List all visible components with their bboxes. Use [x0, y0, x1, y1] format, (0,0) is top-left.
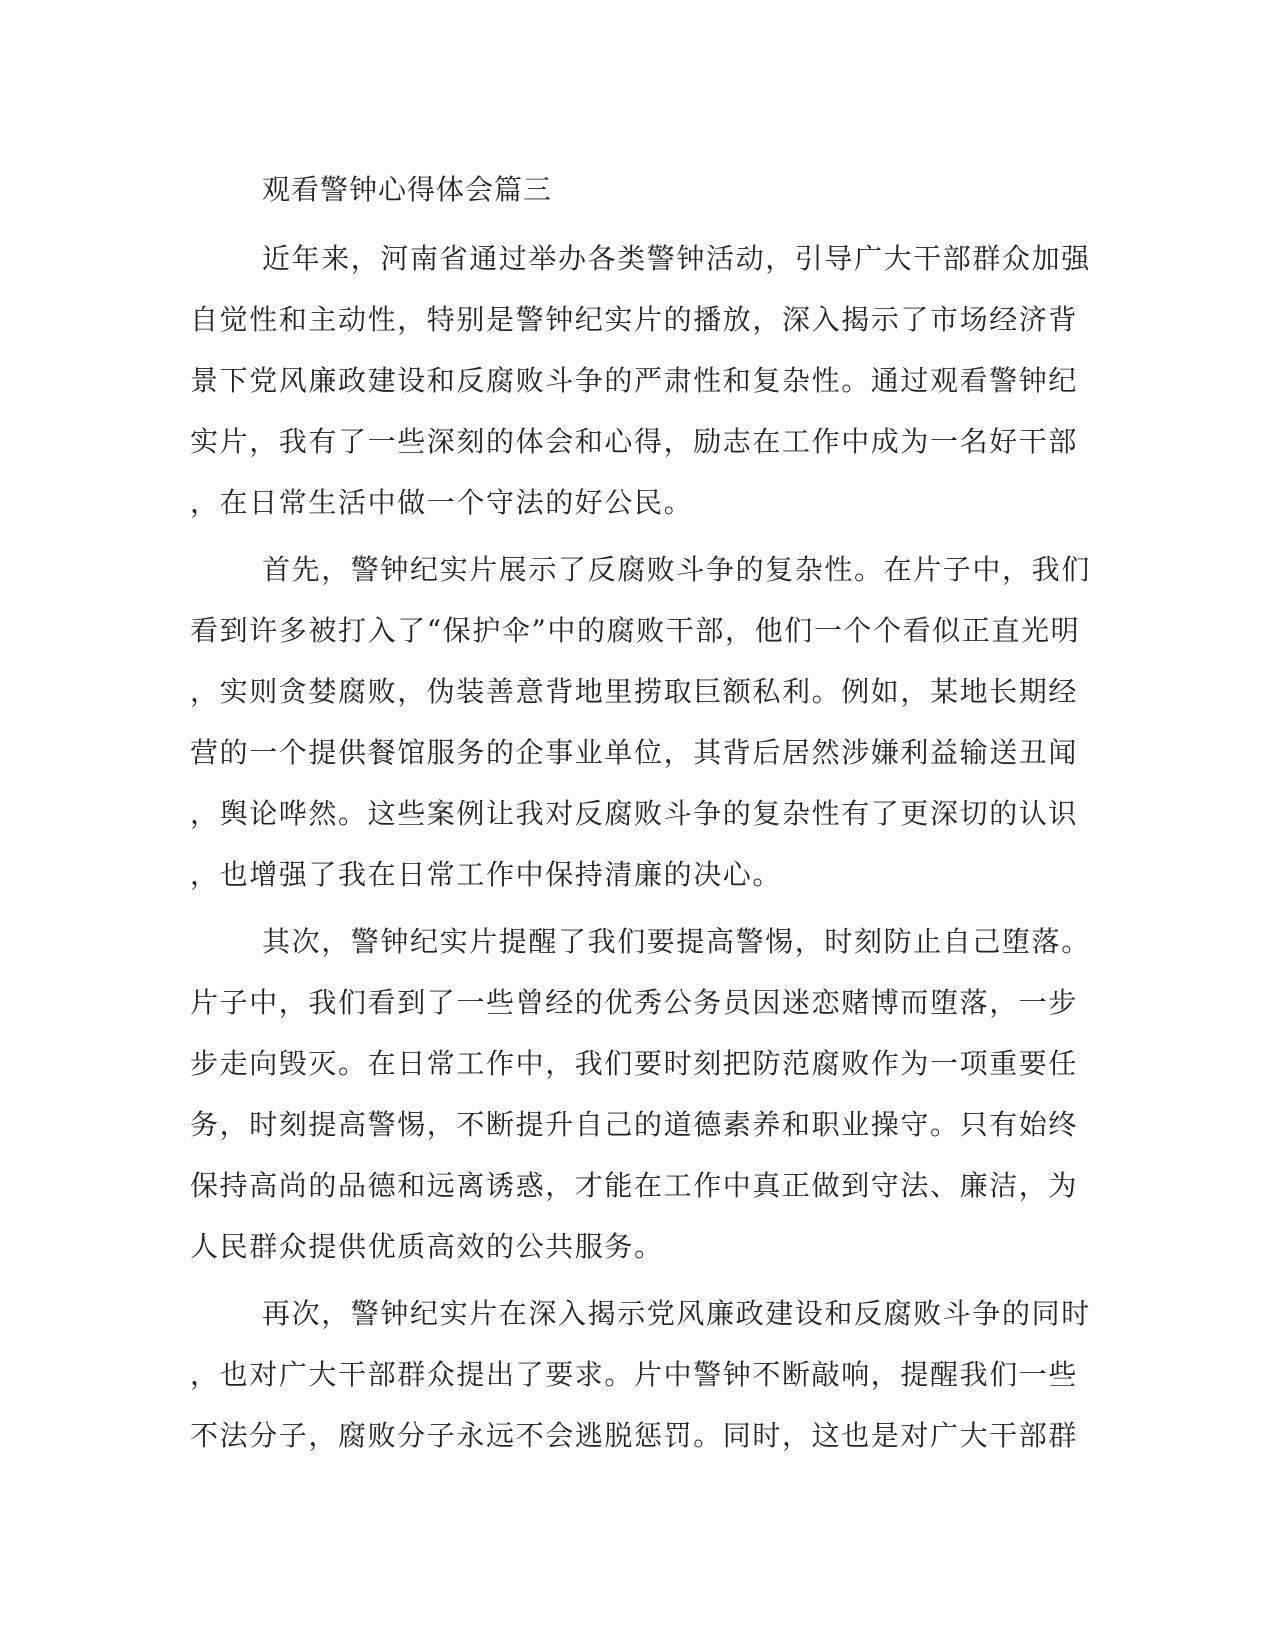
- text-line: 近年来，河南省通过举办各类警钟活动，引导广大干部群众加强: [262, 242, 1091, 275]
- text-line: 保持高尚的品德和远离诱惑，才能在工作中真正做到守法、廉洁，为: [190, 1169, 1079, 1202]
- paragraph-4: [190, 1283, 1091, 1466]
- text-line: 景下党风廉政建设和反腐败斗争的严肃性和复杂性。通过观看警钟纪: [190, 364, 1079, 397]
- text-line: ，实则贪婪腐败，伪装善意背地里捞取巨额私利。例如，某地长期经: [190, 675, 1079, 708]
- text-line: 片子中，我们看到了一些曾经的优秀公务员因迷恋赌博而堕落，一步: [190, 986, 1079, 1019]
- paragraph-3: [190, 911, 1091, 1277]
- document-body: [190, 168, 1091, 1472]
- text-line: 不法分子，腐败分子永远不会逃脱惩罚。同时，这也是对广大干部群: [190, 1419, 1079, 1452]
- paragraph-2: [190, 539, 1091, 905]
- text-line: ，在日常生活中做一个守法的好公民。: [190, 486, 694, 519]
- text-line: 营的一个提供餐馆服务的企事业单位，其背后居然涉嫌利益输送丑闻: [190, 736, 1079, 769]
- text-line: 其次，警钟纪实片提醒了我们要提高警惕，时刻防止自己堕落。: [262, 925, 1091, 958]
- text-line: ，也对广大干部群众提出了要求。片中警钟不断敲响，提醒我们一些: [190, 1358, 1079, 1391]
- text-line: 务，时刻提高警惕，不断提升自己的道德素养和职业操守。只有始终: [190, 1108, 1079, 1141]
- text-line: 步走向毁灭。在日常工作中，我们要时刻把防范腐败作为一项重要任: [190, 1047, 1079, 1080]
- paragraph-1: [190, 228, 1091, 533]
- text-line: ，也增强了我在日常工作中保持清廉的决心。: [190, 858, 783, 891]
- text-line: 首先，警钟纪实片展示了反腐败斗争的复杂性。在片子中，我们: [262, 553, 1091, 586]
- text-line: 人民群众提供优质高效的公共服务。: [190, 1230, 664, 1263]
- document-title: 观看警钟心得体会篇三: [262, 173, 553, 206]
- text-line: 再次，警钟纪实片在深入揭示党风廉政建设和反腐败斗争的同时: [262, 1297, 1091, 1330]
- text-line: 自觉性和主动性，特别是警钟纪实片的播放，深入揭示了市场经济背: [190, 303, 1079, 336]
- text-line: 实片，我有了一些深刻的体会和心得，励志在工作中成为一名好干部: [190, 425, 1079, 458]
- text-line: 看到许多被打入了“保护伞”中的腐败干部，他们一个个看似正直光明: [190, 614, 1081, 647]
- text-line: ，舆论哗然。这些案例让我对反腐败斗争的复杂性有了更深切的认识: [190, 797, 1079, 830]
